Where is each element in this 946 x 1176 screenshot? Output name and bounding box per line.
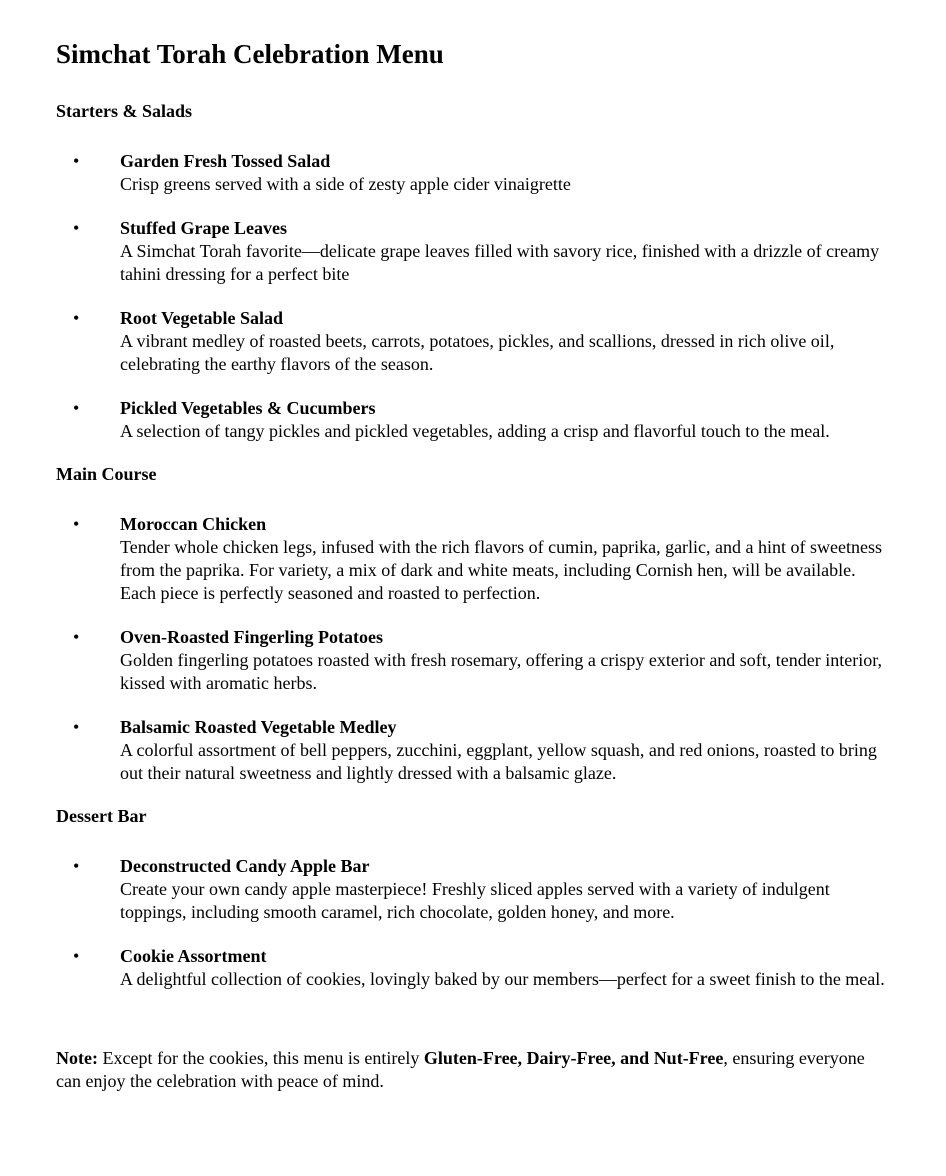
menu-item-description: A Simchat Torah favorite—delicate grape leaves filled with savory rice, finished with a drizzle of creamy tahini dressing for a perfect bite — [120, 241, 880, 284]
allergen-note — [56, 1047, 870, 1093]
menu-item-name: Moroccan Chicken — [120, 514, 267, 534]
menu-item-name: Cookie Assortment — [120, 946, 267, 966]
menu-item-description: Tender whole chicken legs, infused with the rich flavors of cumin, paprika, garlic, and a hint of sweetness from the paprika. For variety, a mix of dark and white meats, including Cornish hen, will be available. Each piece is perfectly seasoned and roasted to perfection. — [120, 537, 883, 603]
bullet-icon: • — [73, 856, 80, 876]
menu-item-description: A vibrant medley of roasted beets, carrots, potatoes, pickles, and scallions, dressed in rich olive oil, celebrating the earthy flavors of the season. — [120, 331, 835, 374]
section-heading: Main Course — [56, 464, 157, 484]
section-heading: Starters & Salads — [56, 101, 192, 121]
menu-item — [56, 855, 890, 924]
menu-list — [56, 513, 890, 785]
menu-item-name: Balsamic Roasted Vegetable Medley — [120, 717, 397, 737]
bullet-icon: • — [73, 151, 80, 171]
menu-item — [56, 513, 890, 605]
menu-item — [56, 397, 890, 443]
page-title: Simchat Torah Celebration Menu — [56, 39, 444, 69]
menu-item-name: Deconstructed Candy Apple Bar — [120, 856, 370, 876]
menu-item — [56, 626, 890, 695]
menu-item — [56, 307, 890, 376]
menu-list — [56, 150, 890, 443]
bullet-icon: • — [73, 717, 80, 737]
section-starters — [56, 100, 890, 443]
note-label: Note: — [56, 1048, 98, 1068]
bullet-icon: • — [73, 946, 80, 966]
bullet-icon: • — [73, 398, 80, 418]
menu-item-description: Golden fingerling potatoes roasted with fresh rosemary, offering a crispy exterior and soft, tender interior, kissed with aromatic herbs. — [120, 650, 883, 693]
menu-item — [56, 716, 890, 785]
menu-list — [56, 855, 890, 991]
menu-item-description: A delightful collection of cookies, lovingly baked by our members—perfect for a sweet finish to the meal. — [120, 969, 885, 989]
menu-item-name: Stuffed Grape Leaves — [120, 218, 287, 238]
menu-item-description: Create your own candy apple masterpiece! Freshly sliced apples served with a variety of indulgent toppings, including smooth caramel, rich chocolate, golden honey, and more. — [120, 879, 830, 922]
section-heading: Dessert Bar — [56, 806, 147, 826]
bullet-icon: • — [73, 514, 80, 534]
menu-item-description: A colorful assortment of bell peppers, zucchini, eggplant, yellow squash, and red onions, roasted to bring out their natural sweetness and lightly dressed with a balsamic glaze. — [120, 740, 877, 783]
bullet-icon: • — [73, 308, 80, 328]
menu-item-name: Root Vegetable Salad — [120, 308, 284, 328]
section-dessert-bar — [56, 805, 890, 991]
menu-item-name: Garden Fresh Tossed Salad — [120, 151, 331, 171]
note-emphasis: Gluten-Free, Dairy-Free, and Nut-Free — [423, 1048, 724, 1068]
menu-item-name: Pickled Vegetables & Cucumbers — [120, 398, 376, 418]
menu-item — [56, 945, 890, 991]
note-text-after: , ensuring everyone can enjoy the celebration with peace of mind. — [56, 1048, 865, 1091]
menu-item — [56, 150, 890, 196]
menu-item-name: Oven-Roasted Fingerling Potatoes — [120, 627, 383, 647]
bullet-icon: • — [73, 627, 80, 647]
menu-item-description: A selection of tangy pickles and pickled vegetables, adding a crisp and flavorful touch to the meal. — [120, 421, 830, 441]
menu-item-description: Crisp greens served with a side of zesty apple cider vinaigrette — [120, 174, 571, 194]
section-main-course — [56, 463, 890, 785]
menu-item — [56, 217, 890, 286]
note-text-before: Except for the cookies, this menu is entirely — [97, 1048, 424, 1068]
bullet-icon: • — [73, 218, 80, 238]
